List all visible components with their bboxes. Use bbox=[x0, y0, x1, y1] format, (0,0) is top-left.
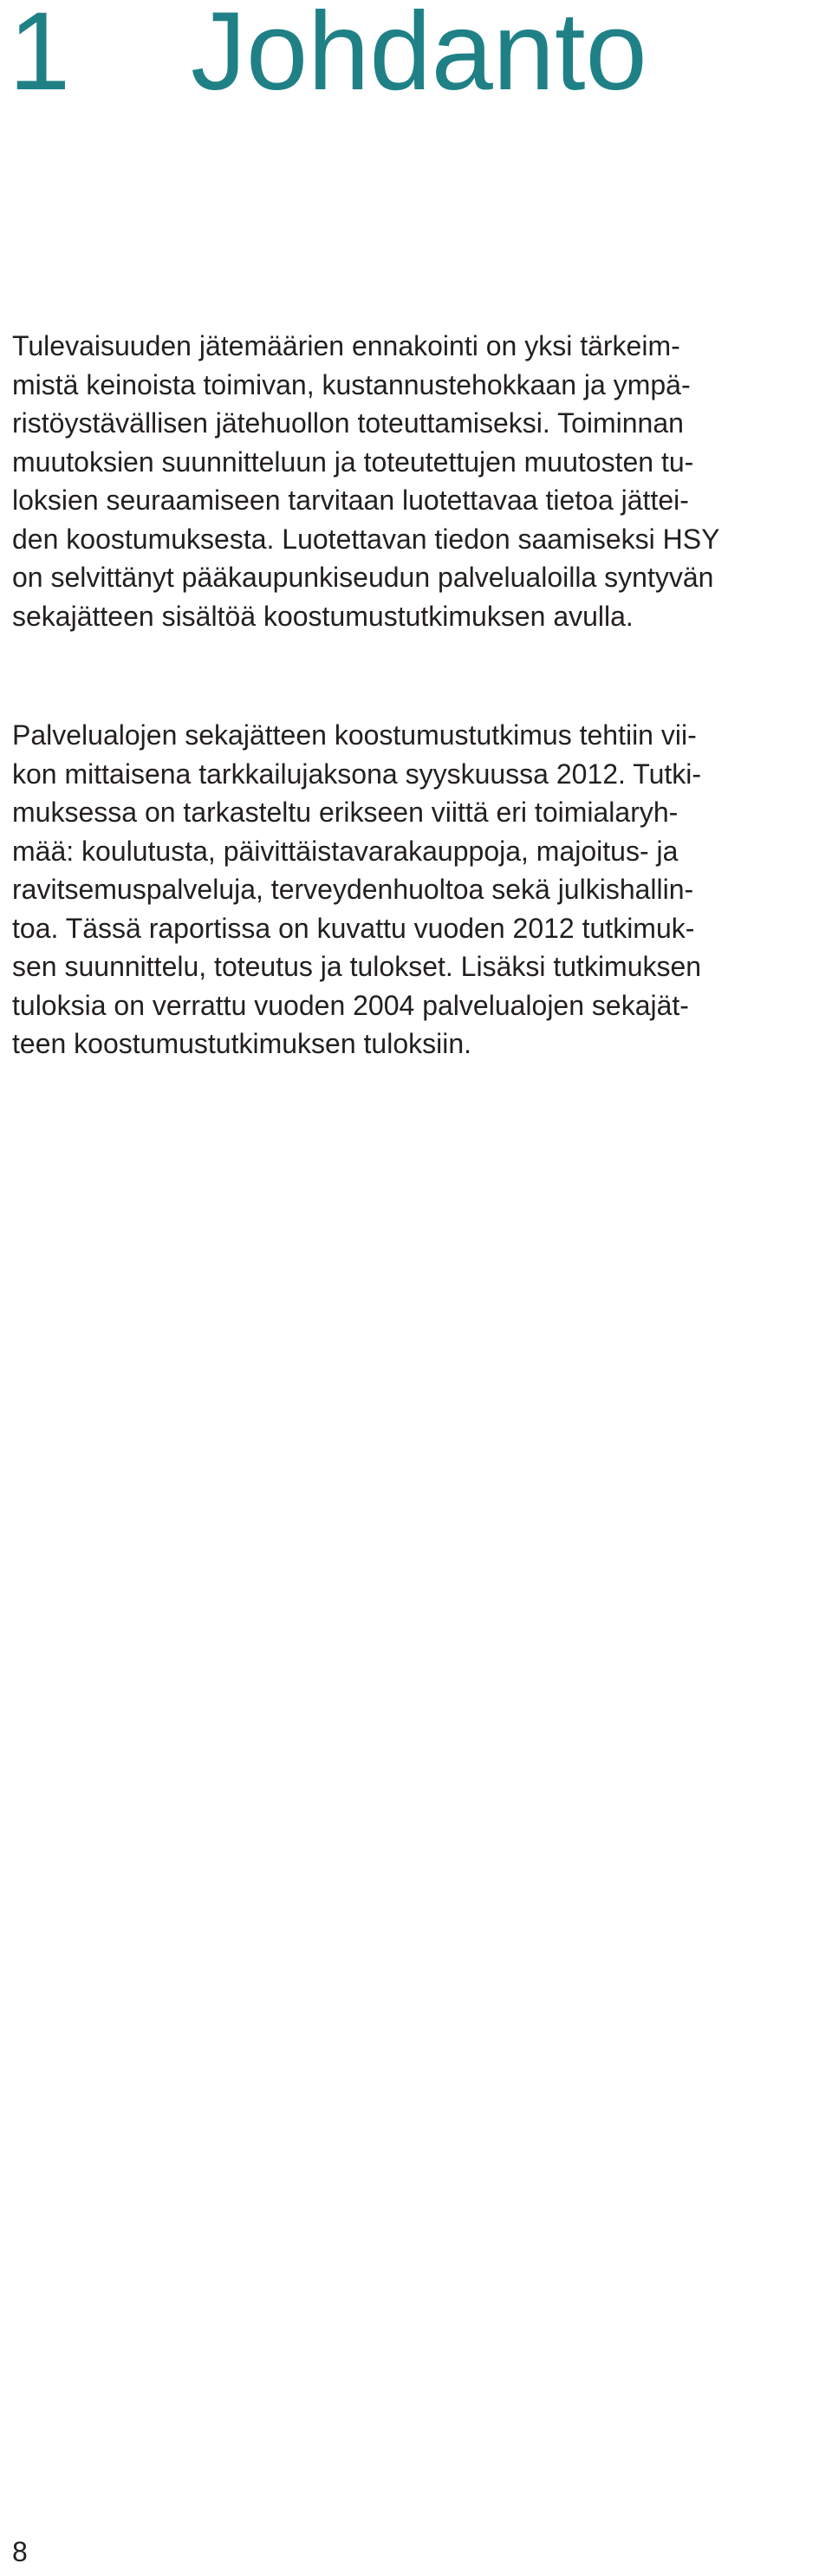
chapter-heading bbox=[9, 0, 647, 114]
intro-paragraph-1 bbox=[12, 327, 792, 635]
paragraph-line: Tulevaisuuden jätemäärien ennakointi on yksi tärkeim- bbox=[12, 330, 680, 361]
paragraph-line: tuloksia on verrattu vuoden 2004 palvelualojen sekajät- bbox=[12, 989, 689, 1021]
paragraph-line: mää: koulutusta, päivittäistavarakauppoja, majoitus- ja bbox=[12, 835, 679, 867]
paragraph-line: teen koostumustutkimuksen tuloksiin. bbox=[12, 1028, 472, 1059]
paragraph-line: on selvittänyt pääkaupunkiseudun palvelualoilla syntyvän bbox=[12, 562, 714, 593]
paragraph-line: den koostumuksesta. Luotettavan tiedon saamiseksi HSY bbox=[12, 523, 720, 555]
chapter-title: Johdanto bbox=[191, 0, 647, 114]
paragraph-line: muksessa on tarkasteltu erikseen viittä eri toimialaryh- bbox=[12, 797, 679, 828]
paragraph-line: sen suunnittelu, toteutus ja tulokset. Lisäksi tutkimuksen bbox=[12, 951, 702, 982]
paragraph-line: muutoksien suunnitteluun ja toteutettujen muutosten tu- bbox=[12, 446, 694, 478]
intro-paragraph-2 bbox=[12, 716, 792, 1064]
paragraph-line: ravitsemuspalveluja, terveydenhuoltoa sekä julkishallin- bbox=[12, 874, 694, 905]
page-number: 8 bbox=[12, 2536, 28, 2567]
paragraph-line: Palvelualojen sekajätteen koostumustutkimus tehtiin vii- bbox=[12, 719, 697, 751]
paragraph-line: ristöystävällisen jätehuollon toteuttamiseksi. Toiminnan bbox=[12, 407, 684, 439]
paragraph-line: kon mittaisena tarkkailujaksona syyskuussa 2012. Tutki- bbox=[12, 758, 702, 790]
paragraph-line: mistä keinoista toimivan, kustannustehokkaan ja ympä- bbox=[12, 368, 691, 400]
paragraph-line: loksien seuraamiseen tarvitaan luotettavaa tietoa jättei- bbox=[12, 485, 689, 516]
paragraph-line: toa. Tässä raportissa on kuvattu vuoden 2012 tutkimuk- bbox=[12, 912, 695, 944]
paragraph-line: sekajätteen sisältöä koostumustutkimuksen avulla. bbox=[12, 600, 634, 632]
chapter-number: 1 bbox=[9, 0, 71, 114]
